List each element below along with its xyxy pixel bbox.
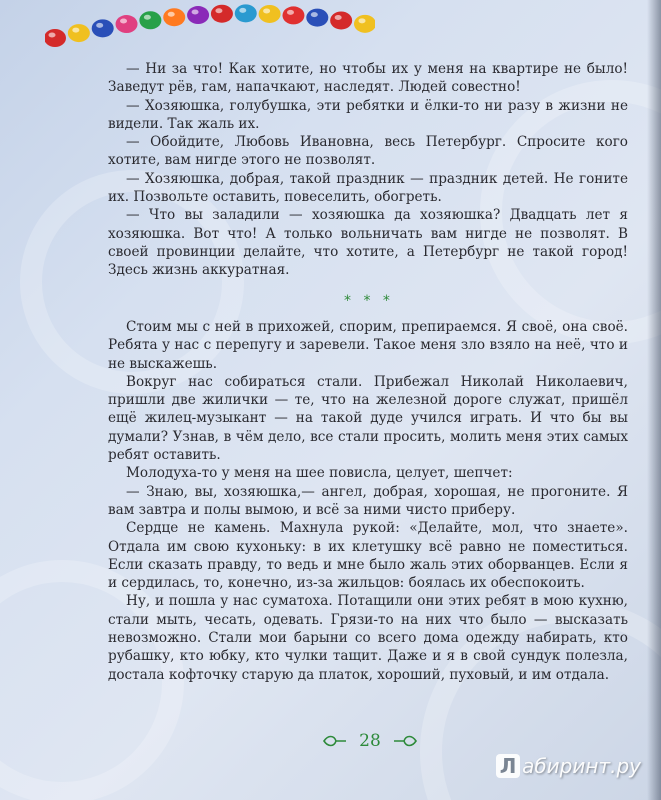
garland-bead-highlight xyxy=(311,12,318,17)
garland-bead-highlight xyxy=(263,8,270,13)
ornament-left-icon xyxy=(322,733,348,749)
garland-bead-highlight xyxy=(120,19,127,24)
paragraph: Стоим мы с ней в прихожей, спорим, препираемся. Я своё, она своё. Ребята у нас с перепугу и заревели. Такое меня зло взяло на неё, что и не выскажешь. xyxy=(108,319,628,372)
bead-garland-illustration xyxy=(45,0,375,55)
paragraph: Вокруг нас собираться стали. Прибежал Николай Николаевич, пришли две жилички — те, что на железной дороге служат, пришёл ещё жилец-музыкант — на такой дуде учился играть. И что бы вы думали? Узнав, в чём дело, все стали просить, молить меня этих самых ребят оставить. xyxy=(108,373,628,464)
garland-bead xyxy=(330,11,352,29)
paragraph: — Хозяюшка, голубушка, эти ребятки и ёлки-то ни разу в жизни не видели. Так жаль их. xyxy=(108,97,628,132)
watermark-text: абиринт.ру xyxy=(522,754,641,778)
garland-bead-highlight xyxy=(192,10,199,15)
paragraph: Молодуха-то у меня на шее повисла, целует, шепчет: xyxy=(126,465,513,482)
section-separator: * * * xyxy=(344,293,394,309)
narrative-block xyxy=(108,318,628,684)
garland-bead-highlight xyxy=(239,8,246,13)
garland-bead-highlight xyxy=(359,18,366,23)
garland-bead-highlight xyxy=(49,33,56,38)
garland-bead xyxy=(354,15,375,33)
garland-bead-highlight xyxy=(215,8,222,13)
paragraph: Сердце не камень. Махнула рукой: «Делайте, мол, что знаете». Отдала им свою кухоньку: в их клетушку всё равно не поместиться. Если сказать правду, то ведь и мне было жаль этих оборванцев. Если я и сердилась, то, конечно, из-за жильцов: боялась их обеспокоить. xyxy=(108,520,628,592)
page-number-value: 28 xyxy=(359,730,381,751)
watermark-badge: Л xyxy=(496,754,520,778)
garland-bead xyxy=(139,11,161,29)
dialogue-block xyxy=(108,60,628,280)
paragraph: — Знаю, вы, хозяюшка,— ангел, добрая, хорошая, не прогоните. Я вам завтра и полы вымою, и всё за ними чисто приберу. xyxy=(108,483,628,518)
labirint-watermark xyxy=(496,754,641,778)
garland-bead-highlight xyxy=(72,28,79,33)
ornament-right-icon xyxy=(392,733,418,749)
garland-bead xyxy=(282,6,304,24)
paragraph: — Хозяюшка, добрая, такой праздник — праздник детей. Не гоните их. Позвольте оставить, повеселить, обогреть. xyxy=(108,170,628,206)
garland-bead xyxy=(163,8,185,26)
paragraph: — Что вы заладили — хозяюшка да хозяюшка? Двадцать лет я хозяюшка. Вот что! А только вольничать вам нигде не позволят. В своей провинции делайте, что хотите, а Петербург не такой город! Здесь жизнь аккуратная. xyxy=(108,207,628,279)
page-number xyxy=(320,730,420,760)
garland-bead xyxy=(116,15,138,33)
garland-bead xyxy=(68,24,90,42)
garland-bead-highlight xyxy=(335,15,342,20)
garland-bead-highlight xyxy=(168,12,175,17)
garland-bead xyxy=(187,6,209,24)
paragraph: — Обойдите, Любовь Ивановна, весь Петербург. Спросите кого хотите, вам нигде этого не позволят. xyxy=(108,134,628,169)
garland-bead xyxy=(235,4,257,22)
garland-bead-highlight xyxy=(287,10,294,15)
garland-bead xyxy=(92,19,114,37)
paragraph: Ну, и пошла у нас суматоха. Потащили они этих ребят в мою кухню, стали мыть, чесать, одевать. Грязи-то на них что было — высказать невозможно. Стали мои барыни со всего дома одежду набирать, кто рубашку, кто юбку, кто чулки тащит. Даже и я в свой сундук полезла, достала кофточку старую да платок, хороший, пуховый, и им отдала. xyxy=(108,593,628,683)
paragraph: — Ни за что! Как хотите, но чтобы их у меня на квартире не было! Заведут рёв, гам, напачкают, наследят. Людей совестно! xyxy=(108,61,628,96)
page-edge-shadow xyxy=(647,0,661,800)
garland-bead xyxy=(306,9,328,27)
garland-bead xyxy=(259,5,281,23)
garland-bead-highlight xyxy=(96,23,103,28)
garland-bead xyxy=(45,29,66,47)
garland-bead-highlight xyxy=(144,15,151,20)
garland-bead xyxy=(211,5,233,23)
